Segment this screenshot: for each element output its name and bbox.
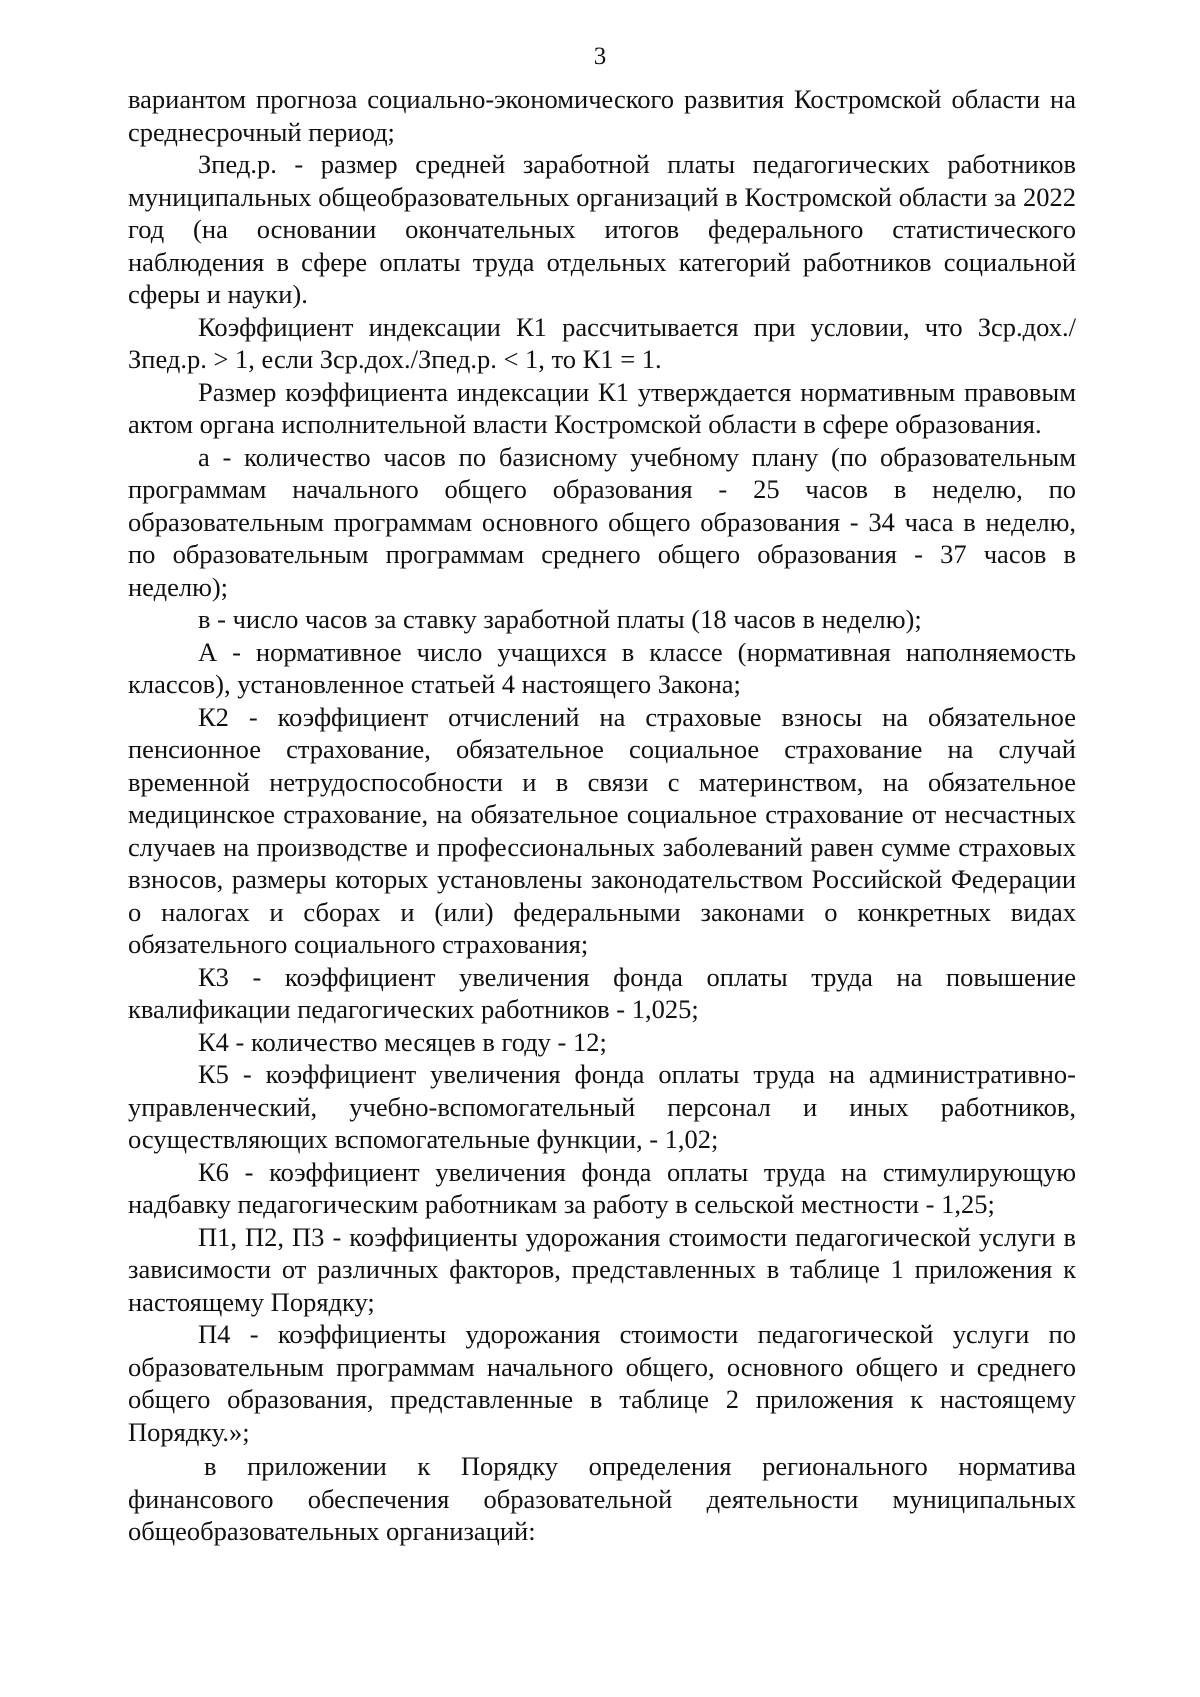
paragraph-appendix-intro: в приложении к Порядку определения регионального норматива финансового обеспечения образовательной деятельности муниципальных общеобразовательных организаций: bbox=[128, 1451, 1076, 1546]
paragraph-forecast-continuation: вариантом прогноза социально-экономического развития Костромской области на среднесрочный период; bbox=[128, 84, 1076, 147]
paragraph-k3-qualification: К3 - коэффициент увеличения фонда оплаты труда на повышение квалификации педагогических работников - 1,025; bbox=[128, 961, 1076, 1024]
page-number: 3 bbox=[593, 43, 607, 70]
paragraph-p4-factors: П4 - коэффициенты удорожания стоимости педагогической услуги по образовательным программам начального общего, основного общего и среднего общего образования, представленные в таблице 2 приложения к настоящему Порядку.»; bbox=[128, 1319, 1076, 1447]
paragraph-k5-administrative: К5 - коэффициент увеличения фонда оплаты труда на административно-управленческий, учебно-вспомогательный персонал и иных работников, осуществляющих вспомогательные функции, - 1,02; bbox=[128, 1059, 1076, 1154]
paragraph-p1-p3-factors: П1, П2, П3 - коэффициенты удорожания стоимости педагогической услуги в зависимости от различных факторов, представленных в таблице 1 приложения к настоящему Порядку; bbox=[128, 1221, 1076, 1317]
document-body bbox=[128, 83, 1076, 1548]
paragraph-v-hours: в - число часов за ставку заработной платы (18 часов в неделю); bbox=[198, 604, 922, 634]
paragraph-a-hours: а - количество часов по базисному учебному плану (по образовательным программам начального общего образования - 25 часов в неделю, по образовательным программам основного общего образования - 34 часа в неделю, по образовательным программам среднего общего образования - 37 часов в неделю); bbox=[128, 441, 1076, 602]
paragraph-zped-definition: Зпед.р. - размер средней заработной платы педагогических работников муниципальных общеобразовательных организаций в Костромской области за 2022 год (на основании окончательных итогов федерального статистического наблюдения в сфере оплаты труда отдельных категорий работников социальной сферы и науки). bbox=[128, 149, 1076, 309]
paragraph-k2-insurance: К2 - коэффициент отчислений на страховые взносы на обязательное пенсионное страхование, обязательное социальное страхование на случай временной нетрудоспособности и в связи с материнством, на обязательное медицинское страхование, на обязательное социальное страхование от несчастных случаев на производстве и профессиональных заболеваний равен сумме страховых взносов, размеры которых установлены законодательством Российской Федерации о налогах и сборах и (или) федеральными законами о конкретных видах обязательного социального страхования; bbox=[128, 701, 1076, 959]
paragraph-k1-condition: Коэффициент индексации К1 рассчитывается при условии, что Зср.дох./Зпед.р. > 1, если Зср.дох./Зпед.р. < 1, то К1 = 1. bbox=[128, 311, 1076, 374]
paragraph-k4-months: К4 - количество месяцев в году - 12; bbox=[198, 1026, 607, 1057]
paragraph-k6-rural: К6 - коэффициент увеличения фонда оплаты труда на стимулирующую надбавку педагогическим работникам за работу в сельской местности - 1,25; bbox=[128, 1156, 1076, 1219]
paragraph-a-students: А - нормативное число учащихся в классе (нормативная наполняемость классов), установленное статьей 4 настоящего Закона; bbox=[128, 636, 1076, 699]
paragraph-k1-approval: Размер коэффициента индексации К1 утверждается нормативным правовым актом органа исполнительной власти Костромской области в сфере образования. bbox=[128, 376, 1076, 439]
